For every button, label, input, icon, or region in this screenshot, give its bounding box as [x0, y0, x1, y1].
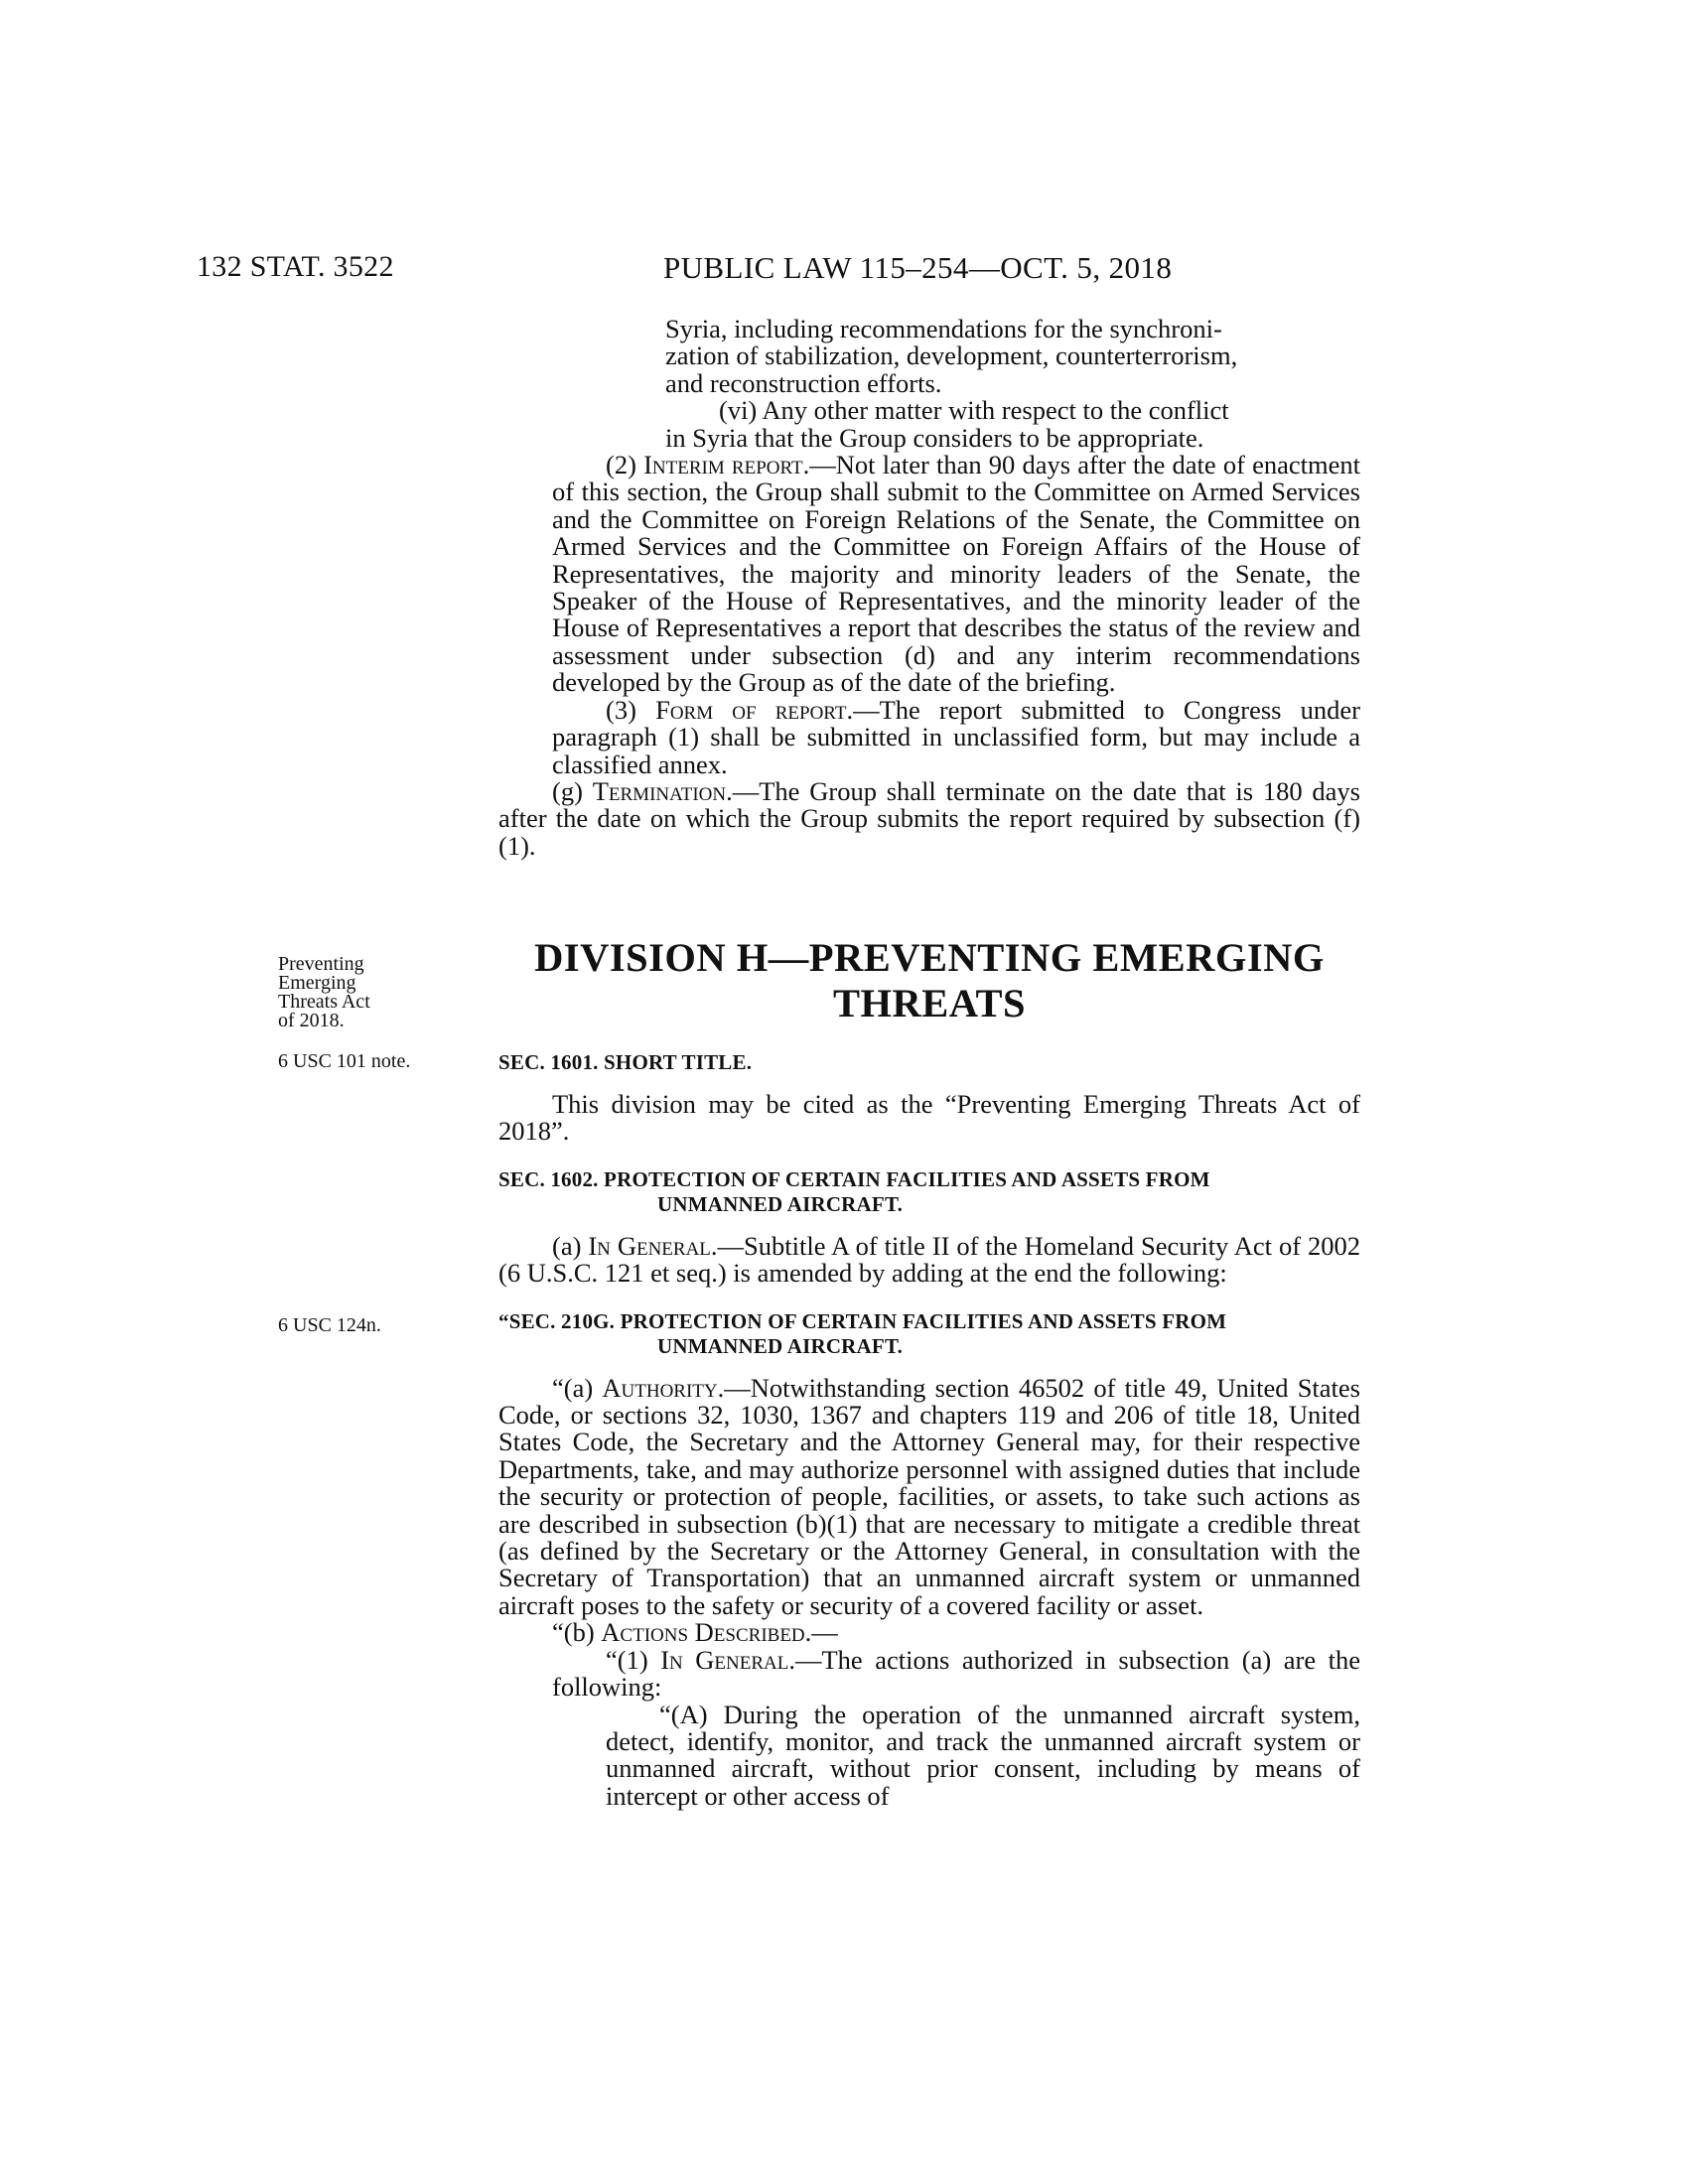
subsection-heading: Termination — [592, 775, 727, 806]
clause-vi — [498, 397, 1360, 424]
subsection-heading: Actions Described — [601, 1617, 805, 1648]
subsection-body: .—The Group shall terminate on the date that is 180 days after the date on which the Group submits the report required by subsection (f)(1). — [498, 775, 1360, 861]
sections-block — [498, 1050, 1360, 1810]
paragraph-body: .—Not later than 90 days after the date of enactment of this section, the Group shall submit to the Committee on Armed Services and the Committee on Foreign Relations of the Senate, the Committee on Armed Services and the Committee on Foreign Affairs of the House of Representatives, the majority and minority leaders of the Senate, the Speaker of the House of Representatives, and the minority leader of the House of Representatives a report that describes the status of the review and assessment under subsection (d) and any interim recommendations developed by the Group as of the date of the briefing. — [552, 450, 1360, 698]
public-law-header: PUBLIC LAW 115–254—OCT. 5, 2018 — [663, 250, 1173, 285]
subsection-termination — [498, 775, 1360, 861]
division-heading-line1: DIVISION H—PREVENTING EMERGING — [534, 935, 1325, 980]
section-heading-line1: SEC. 1602. PROTECTION OF CERTAIN FACILITIES AND ASSETS FROM — [498, 1166, 1210, 1191]
subsection-letter: “(b) — [552, 1617, 602, 1648]
paragraph-heading: Form of report — [655, 694, 847, 725]
section-210g-subsection-b — [498, 1619, 1360, 1646]
margin-note-line: Preventing — [278, 953, 364, 975]
text-line: and reconstruction efforts. — [665, 367, 942, 398]
paragraph-number: (2) — [606, 450, 644, 480]
statute-page-reference: 132 STAT. 3522 — [197, 250, 394, 283]
section-210g-subsection-a — [498, 1372, 1360, 1620]
paragraph-interim-report — [498, 452, 1360, 697]
paragraph-form-of-report — [498, 694, 1360, 779]
section-heading-line2: UNMANNED AIRCRAFT. — [657, 1191, 904, 1216]
section-210g-paragraph-b1 — [498, 1644, 1360, 1703]
subsection-letter: “(a) — [552, 1372, 603, 1403]
margin-note-usc-101: 6 USC 101 note. — [278, 1050, 411, 1072]
margin-note-usc-124n: 6 USC 124n. — [278, 1314, 381, 1336]
paragraph-number: “(1) — [606, 1644, 661, 1675]
paragraph-heading: In General — [660, 1644, 789, 1675]
subsection-heading: Authority — [602, 1372, 718, 1403]
margin-note-line: Threats Act — [278, 991, 370, 1013]
top-text-block — [498, 316, 1360, 860]
paragraph-body: .—The report submitted to Congress under paragraph (1) shall be submitted in unclassified form, but may include a classified annex. — [552, 694, 1360, 779]
section-1601-text: This division may be cited as the “Preventing Emerging Threats Act of 2018”. — [498, 1089, 1360, 1147]
section-210g-subparagraph-A: “(A) During the operation of the unmanned aircraft system, detect, identify, monitor, and track the unmanned aircraft system or unmanned aircraft, without prior consent, including by means of intercept or other access of — [606, 1699, 1360, 1811]
clause-vi-line1: (vi) Any other matter with respect to the conflict — [719, 395, 1229, 426]
subsection-body: .—Notwithstanding section 46502 of title 49, United States Code, or sections 32, 1030, 1367 and chapters 119 and 206 of title 18, United States Code, the Secretary and the Attorney General may, for their respective Departments, take, and may authorize personnel with assigned duties that include the security or protection of people, facilities, or assets, to take such actions as are described in subsection (b)(1) that are necessary to mitigate a credible threat (as defined by the Secretary or the Attorney General, in consultation with the Secretary of Transportation) that an unmanned aircraft system or unmanned aircraft poses to the safety or security of a covered facility or asset. — [498, 1372, 1360, 1620]
division-heading — [498, 935, 1360, 1026]
subsection-dash: .— — [804, 1617, 838, 1648]
section-heading-line1: “SEC. 210G. PROTECTION OF CERTAIN FACILITIES AND ASSETS FROM — [498, 1308, 1227, 1333]
section-210g-heading — [498, 1309, 1360, 1359]
margin-note-line: of 2018. — [278, 1010, 345, 1031]
subsection-letter: (g) — [552, 775, 593, 806]
section-1602-heading — [498, 1167, 1360, 1217]
subsection-heading: In General — [588, 1230, 711, 1261]
text-line: zation of stabilization, development, counterterrorism, — [665, 341, 1238, 371]
subsection-letter: (a) — [552, 1230, 589, 1261]
section-1601-heading: SEC. 1601. SHORT TITLE. — [498, 1050, 753, 1074]
paragraph-body: .—The actions authorized in subsection (a) are the following: — [552, 1644, 1360, 1703]
division-heading-line2: THREATS — [832, 981, 1027, 1025]
text-line: Syria, including recommendations for the synchroni- — [665, 314, 1222, 343]
subsection-body: .—Subtitle A of title II of the Homeland Security Act of 2002 (6 U.S.C. 121 et seq.) is amended by adding at the end the following: — [498, 1230, 1360, 1289]
section-1602-subsection-a — [498, 1230, 1360, 1289]
margin-note-short-title — [278, 955, 370, 1030]
section-heading-line2: UNMANNED AIRCRAFT. — [657, 1333, 904, 1358]
paragraph-number: (3) — [606, 694, 656, 725]
margin-note-line: Emerging — [278, 972, 356, 994]
paragraph-heading: Interim report — [643, 450, 803, 480]
clause-vi-line2: in Syria that the Group considers to be appropriate. — [665, 422, 1204, 453]
